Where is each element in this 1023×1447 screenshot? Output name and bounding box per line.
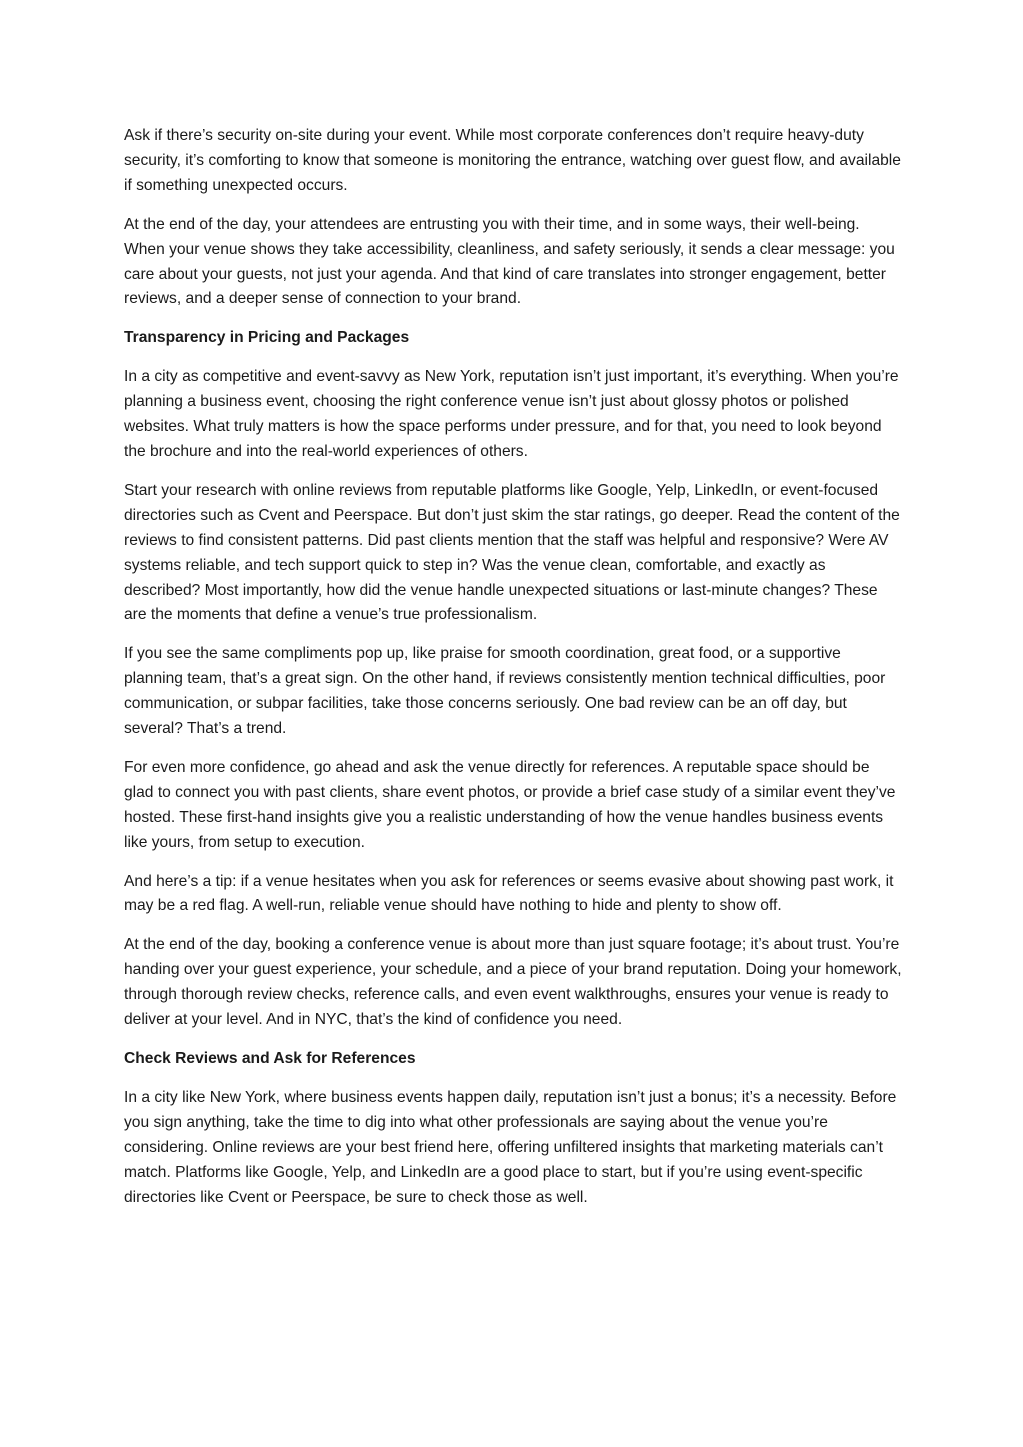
document-page [124,124,902,1224]
paragraph: At the end of the day, booking a conference venue is about more than just square footage; it’s about trust. You’re handing over your guest experience, your schedule, and a piece of your brand reputation. Doing your homework, through thorough review checks, reference calls, and even event walkthroughs, ensures your venue is ready to deliver at your level. And in NYC, that’s the kind of confidence you need. [124,936,902,1029]
paragraph: Ask if there’s security on-site during your event. While most corporate conferences don’t require heavy-duty security, it’s comforting to know that someone is monitoring the entrance, watching over guest flow, and available if something unexpected occurs. [124,127,901,194]
paragraph: If you see the same compliments pop up, like praise for smooth coordination, great food, or a supportive planning team, that’s a great sign. On the other hand, if reviews consistently mention technical difficulties, poor communication, or subpar facilities, take those concerns seriously. One bad review can be an off day, but several? That’s a trend. [124,645,886,738]
paragraph: For even more confidence, go ahead and ask the venue directly for references. A reputable space should be glad to connect you with past clients, share event photos, or provide a brief case study of a similar event they’ve hosted. These first-hand insights give you a realistic understanding of how the venue handles business events like yours, from setup to execution. [124,758,896,851]
paragraph: And here’s a tip: if a venue hesitates when you ask for references or seems evasive about showing past work, it may be a red flag. A well-run, reliable venue should have nothing to hide and plenty to show off. [124,872,894,915]
section-heading: Transparency in Pricing and Packages [124,329,410,347]
paragraph: In a city as competitive and event-savvy as New York, reputation isn’t just important, it’s everything. When you’re planning a business event, choosing the right conference venue isn’t just about glossy photos or polished websites. What truly matters is how the space performs under pressure, and for that, you need to look beyond the brochure and into the real-world experiences of others. [124,368,899,460]
section-heading: Check Reviews and Ask for References [124,1050,416,1067]
paragraph: In a city like New York, where business events happen daily, reputation isn’t just a bonus; it’s a necessity. Before you sign anything, take the time to dig into what other professionals are saying about the venue you’re considering. Online reviews are your best friend here, offering unfiltered insights that marketing materials can’t match. Platforms like Google, Yelp, and LinkedIn are a good place to start, but if you’re using event-specific directories like Cvent or Peerspace, be sure to check those as well. [124,1088,897,1206]
paragraph: Start your research with online reviews from reputable platforms like Google, Yelp, LinkedIn, or event-focused directories such as Cvent and Peerspace. But don’t just skim the star ratings, go deeper. Read the content of the reviews to find consistent patterns. Did past clients mention that the staff was helpful and responsive? Were AV systems reliable, and tech support quick to step in? Was the venue clean, comfortable, and exactly as described? Most importantly, how did the venue handle unexpected situations or last-minute changes? These are the moments that define a venue’s true professionalism. [124,481,900,624]
paragraph: At the end of the day, your attendees are entrusting you with their time, and in some ways, their well-being. When your venue shows they take accessibility, cleanliness, and safety seriously, it sends a clear message: you care about your guests, not just your agenda. And that kind of care translates into stronger engagement, better reviews, and a deeper sense of connection to your brand. [124,215,895,308]
